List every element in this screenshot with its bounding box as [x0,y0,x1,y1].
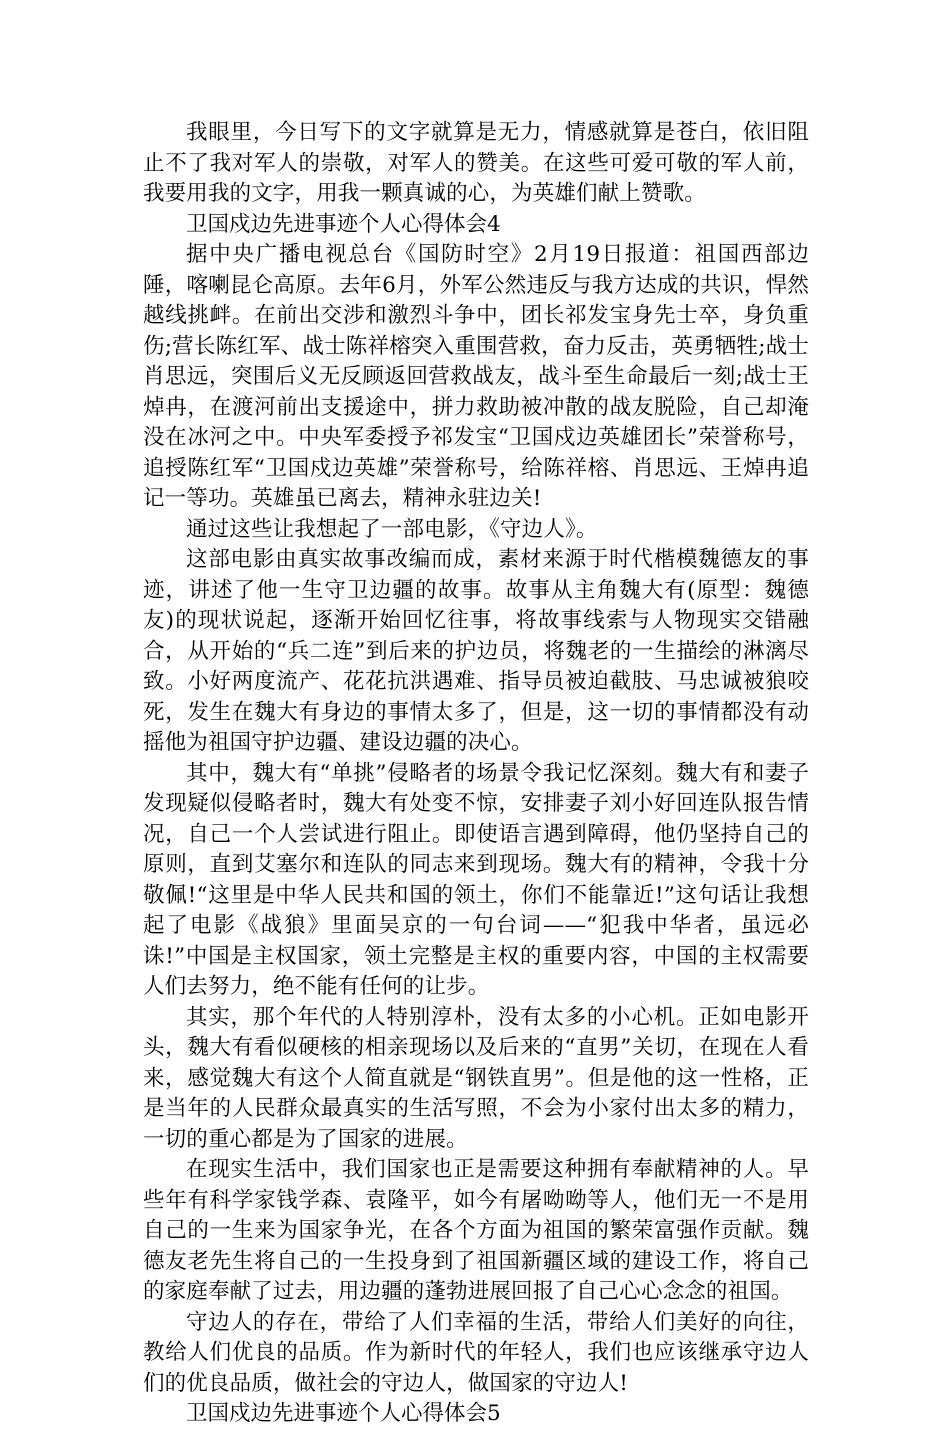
document-body [143,118,809,1430]
paragraph: 据中央广播电视总台《国防时空》2月19日报道：祖国西部边陲，喀喇昆仑高原。去年6月，外军公然违反与我方达成的共识，悍然越线挑衅。在前出交涉和激烈斗争中，团长祁发宝身先士卒，身负重伤;营长陈红军、战士陈祥榕突入重围营救，奋力反击，英勇牺牲;战士肖思远，突围后义无反顾返回营救战友，战斗至生命最后一刻;战士王焯冉，在渡河前出支援途中，拼力救助被冲散的战友脱险，自己却淹没在冰河之中。中央军委授予祁发宝“卫国戍边英雄团长”荣誉称号，追授陈红军“卫国戍边英雄”荣誉称号，给陈祥榕、肖思远、王焯冉追记一等功。英雄虽已离去，精神永驻边关! [143,242,809,511]
paragraph: 其实，那个年代的人特别淳朴，没有太多的小心机。正如电影开头，魏大有看似硬核的相亲现场以及后来的“直男”关切，在现在人看来，感觉魏大有这个人简直就是“钢铁直男”。但是他的这一性格，正是当年的人民群众最真实的生活写照，不会为小家付出太多的精力，一切的重心都是为了国家的进展。 [143,1004,809,1152]
paragraph: 在现实生活中，我们国家也正是需要这种拥有奉献精神的人。早些年有科学家钱学森、袁隆平，如今有屠呦呦等人，他们无一不是用自己的一生来为国家争光，在各个方面为祖国的繁荣富强作贡献。魏德友老先生将自己的一生投身到了祖国新疆区域的建设工作，将自己的家庭奉献了过去，用边疆的蓬勃进展回报了自己心心念念的祖国。 [143,1157,809,1304]
paragraph: 守边人的存在，带给了人们幸福的生活，带给人们美好的向往，教给人们优良的品质。作为新时代的年轻人，我们也应该继承守边人们的优良品质，做社会的守边人，做国家的守边人! [143,1309,809,1396]
paragraph: 其中，魏大有“单挑”侵略者的场景令我记忆深刻。魏大有和妻子发现疑似侵略者时，魏大有处变不惊，安排妻子刘小好回连队报告情况，自己一个人尝试进行阻止。即使语言遇到障碍，他仍坚持自己的原则，直到艾塞尔和连队的同志来到现场。魏大有的精神，令我十分敬佩!“这里是中华人民共和国的领土，你们不能靠近!”这句话让我想起了电影《战狼》里面吴京的一句台词——“犯我中华者，虽远必诛!”中国是主权国家，领土完整是主权的重要内容，中国的主权需要人们去努力，绝不能有任何的让步。 [143,760,809,999]
section-heading: 卫国戍边先进事迹个人心得体会5 [186,1401,501,1426]
section-heading: 卫国戍边先进事迹个人心得体会4 [186,211,501,237]
paragraph: 通过这些让我想起了一部电影，《守边人》。 [186,516,598,542]
paragraph: 这部电影由真实故事改编而成，素材来源于时代楷模魏德友的事迹，讲述了他一生守卫边疆的故事。故事从主角魏大有(原型：魏德友)的现状说起，逐渐开始回忆往事，将故事线索与人物现实交错融合，从开始的“兵二连”到后来的护边员，将魏老的一生描绘的淋漓尽致。小好两度流产、花花抗洪遇难、指导员被迫截肢、马忠诚被狼咬死，发生在魏大有身边的事情太多了，但是，这一切的事情都没有动摇他为祖国守护边疆、建设边疆的决心。 [143,547,809,755]
paragraph: 我眼里，今日写下的文字就算是无力，情感就算是苍白，依旧阻止不了我对军人的崇敬，对军人的赞美。在这些可爱可敬的军人前，我要用我的文字，用我一颗真诚的心，为英雄们献上赞歌。 [143,120,809,206]
